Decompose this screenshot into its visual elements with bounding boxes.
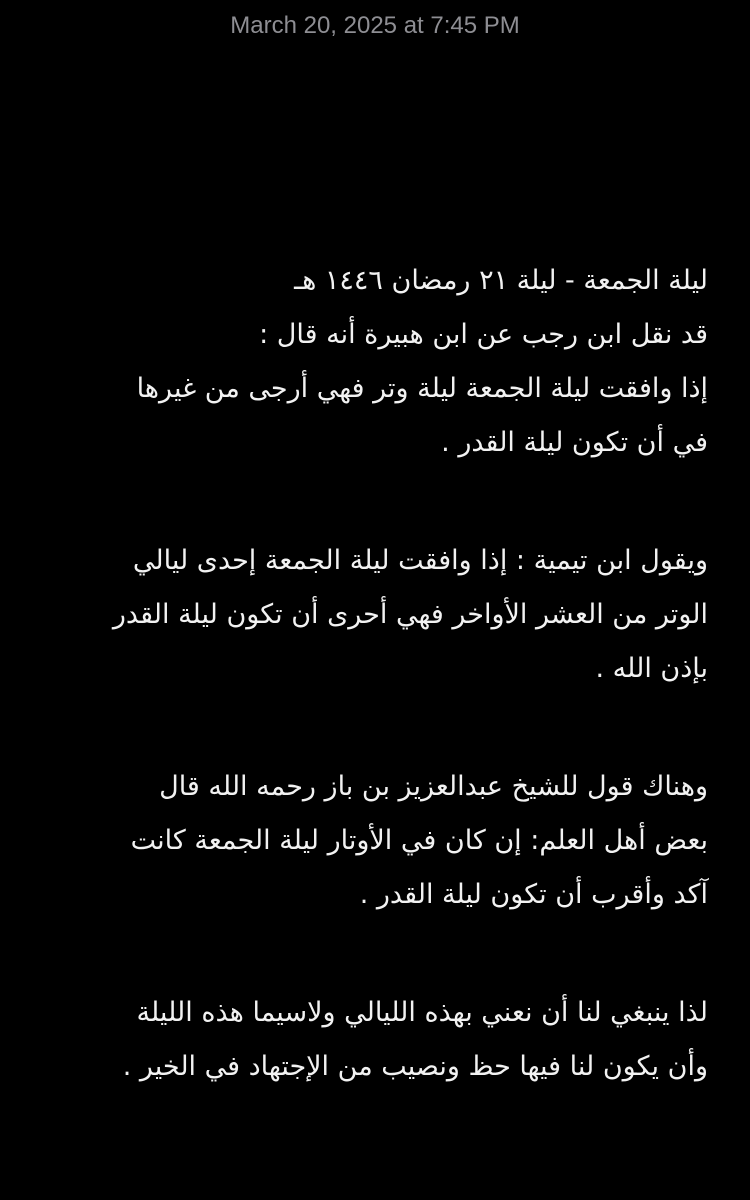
note-line: ليلة الجمعة - ليلة ٢١ رمضان ١٤٤٦ هـ	[294, 265, 708, 296]
note-line: لذا ينبغي لنا أن نعني بهذه الليالي ولاسيما هذه الليلة	[136, 997, 708, 1028]
note-paragraph	[56, 534, 708, 696]
note-paragraph	[56, 760, 708, 922]
note-line: إذا وافقت ليلة الجمعة ليلة وتر فهي أرجى من غيرها	[136, 373, 708, 404]
note-timestamp: March 20, 2025 at 7:45 PM	[230, 12, 520, 39]
note-body[interactable]	[56, 254, 708, 1158]
note-line: قد نقل ابن رجب عن ابن هبيرة أنه قال :	[259, 319, 708, 350]
note-line: بعض أهل العلم: إن كان في الأوتار ليلة الجمعة كانت	[130, 825, 708, 856]
note-line: وأن يكون لنا فيها حظ ونصيب من الإجتهاد في الخير .	[122, 1051, 708, 1082]
note-line: ويقول ابن تيمية : إذا وافقت ليلة الجمعة إحدى ليالي	[132, 545, 708, 576]
note-line: آكد وأقرب أن تكون ليلة القدر .	[359, 879, 708, 910]
note-line: في أن تكون ليلة القدر .	[441, 427, 708, 458]
note-line: وهناك قول للشيخ عبدالعزيز بن باز رحمه الله قال	[159, 771, 708, 802]
note-paragraph	[56, 986, 708, 1094]
note-line: الوتر من العشر الأواخر فهي أحرى أن تكون ليلة القدر	[112, 599, 708, 630]
note-line: بإذن الله .	[595, 653, 708, 684]
note-paragraph	[56, 254, 708, 470]
